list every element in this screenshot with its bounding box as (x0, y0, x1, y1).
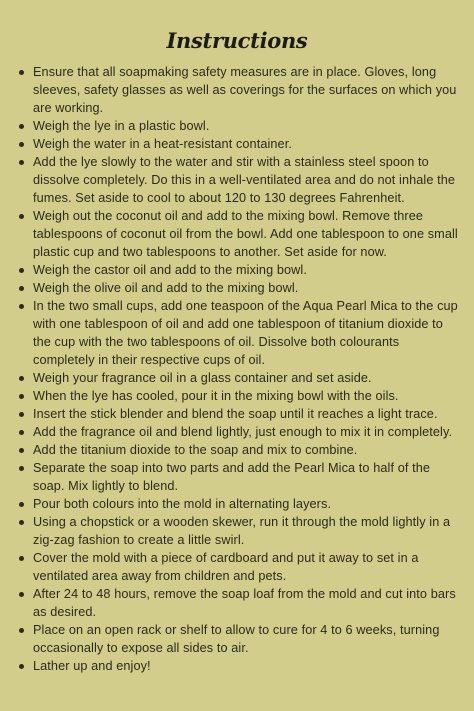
instruction-step: Insert the stick blender and blend the soap until it reaches a light trace. (14, 405, 460, 423)
instruction-step: Add the lye slowly to the water and stir with a stainless steel spoon to dissolve completely. Do this in a well-ventilated area and do not inhale the fumes. Set aside to cool to about 120 to 130 degrees Fahrenheit. (14, 153, 460, 207)
instruction-step: Ensure that all soapmaking safety measures are in place. Gloves, long sleeves, safety glasses as well as coverings for the surfaces on which you are working. (14, 63, 460, 117)
instruction-step: Pour both colours into the mold in alternating layers. (14, 495, 460, 513)
instruction-step: When the lye has cooled, pour it in the mixing bowl with the oils. (14, 387, 460, 405)
instruction-step: Lather up and enjoy! (14, 657, 460, 675)
instruction-step: Weigh the olive oil and add to the mixing bowl. (14, 279, 460, 297)
page-title: Instructions (166, 28, 308, 53)
instruction-step: In the two small cups, add one teaspoon of the Aqua Pearl Mica to the cup with one tablespoon of oil and add one tablespoon of titanium dioxide to the cup with the two tablespoons of oil. Dissolve both colourants completely in their respective cups of oil. (14, 297, 460, 369)
instruction-step: Weigh your fragrance oil in a glass container and set aside. (14, 369, 460, 387)
instruction-step: Separate the soap into two parts and add the Pearl Mica to half of the soap. Mix lightly to blend. (14, 459, 460, 495)
instruction-list (14, 63, 460, 675)
instruction-step: Weigh out the coconut oil and add to the mixing bowl. Remove three tablespoons of coconut oil from the bowl. Add one tablespoon to one small plastic cup and two tablespoons to another. Set aside for now. (14, 207, 460, 261)
instruction-step: Using a chopstick or a wooden skewer, run it through the mold lightly in a zig-zag fashion to create a little swirl. (14, 513, 460, 549)
instruction-step: After 24 to 48 hours, remove the soap loaf from the mold and cut into bars as desired. (14, 585, 460, 621)
instruction-step: Weigh the water in a heat-resistant container. (14, 135, 460, 153)
instruction-step: Weigh the lye in a plastic bowl. (14, 117, 460, 135)
instruction-step: Place on an open rack or shelf to allow to cure for 4 to 6 weeks, turning occasionally to expose all sides to air. (14, 621, 460, 657)
instruction-step: Cover the mold with a piece of cardboard and put it away to set in a ventilated area away from children and pets. (14, 549, 460, 585)
instruction-step: Add the titanium dioxide to the soap and mix to combine. (14, 441, 460, 459)
instruction-step: Weigh the castor oil and add to the mixing bowl. (14, 261, 460, 279)
instruction-step: Add the fragrance oil and blend lightly, just enough to mix it in completely. (14, 423, 460, 441)
